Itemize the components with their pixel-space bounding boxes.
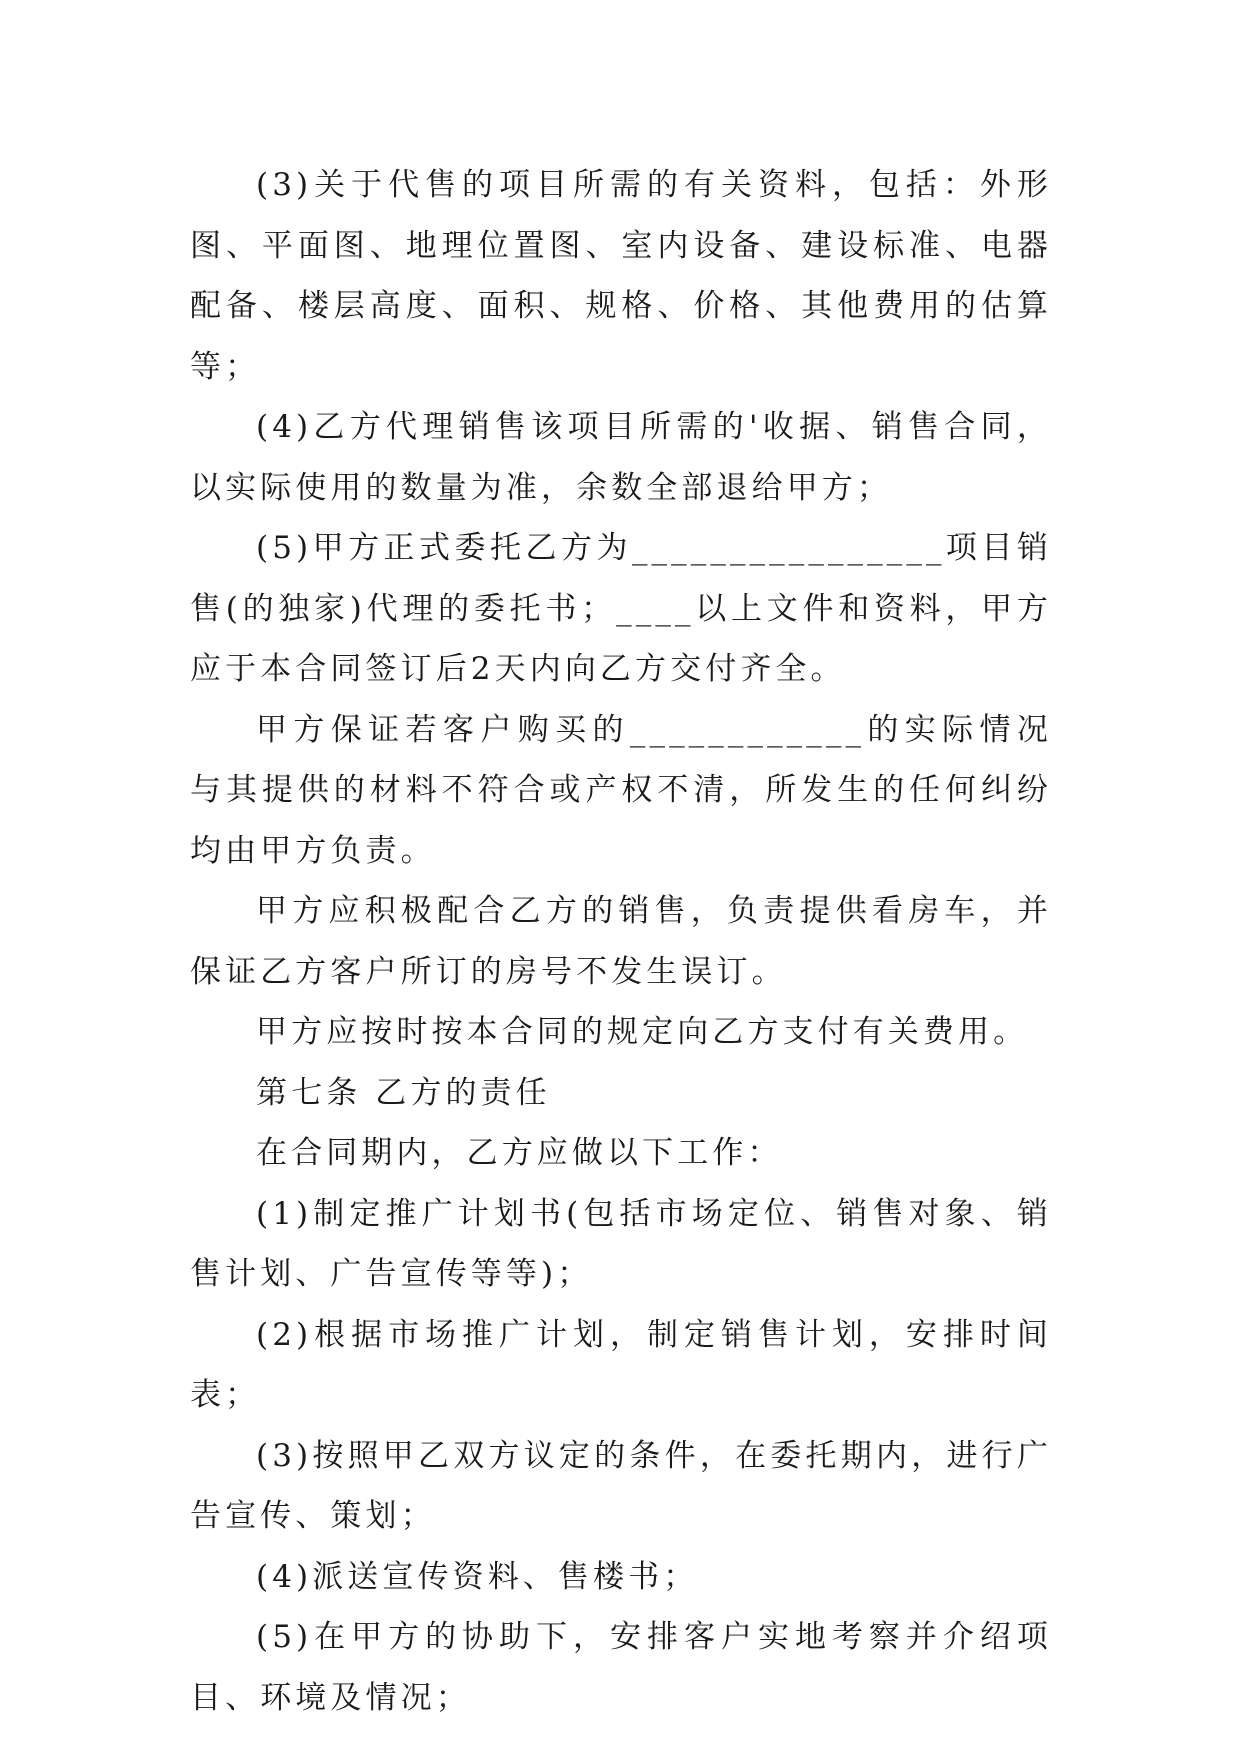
paragraph-item-5-authorization: (5)甲方正式委托乙方为________________项目销售(的独家)代理的委托书；____以上文件和资料，甲方应于本合同签订后2天内向乙方交付齐全。 bbox=[190, 530, 1052, 687]
paragraph-party-a-guarantee: 甲方保证若客户购买的____________的实际情况与其提供的材料不符合或产权不清，所发生的任何纠纷均由甲方负责。 bbox=[190, 711, 1052, 869]
paragraph-party-a-cooperation: 甲方应积极配合乙方的销售，负责提供看房车，并保证乙方客户所订的房号不发生误订。 bbox=[190, 893, 1052, 990]
paragraph-item-3-materials: (3)关于代售的项目所需的有关资料，包括：外形图、平面图、地理位置图、室内设备、建设标准、电器配备、楼层高度、面积、规格、价格、其他费用的估算等； bbox=[190, 167, 1052, 385]
paragraph-duty-4: (4)派送宣传资料、售楼书； bbox=[256, 1558, 699, 1595]
paragraph-contract-period: 在合同期内，乙方应做以下工作： bbox=[256, 1135, 783, 1171]
paragraph-duty-5: (5)在甲方的协助下，安排客户实地考察并介绍项目、环境及情况； bbox=[190, 1619, 1052, 1716]
paragraph-duty-1: (1)制定推广计划书(包括市场定位、销售对象、销售计划、广告宣传等等)； bbox=[190, 1195, 1052, 1292]
paragraph-duty-2: (2)根据市场推广计划，制定销售计划，安排时间表； bbox=[190, 1316, 1052, 1413]
paragraph-duty-3: (3)按照甲乙双方议定的条件，在委托期内，进行广告宣传、策划； bbox=[190, 1437, 1052, 1534]
article-heading: 第七条 乙方的责任 bbox=[256, 1074, 551, 1111]
paragraph-party-a-payment: 甲方应按时按本合同的规定向乙方支付有关费用。 bbox=[256, 1014, 1029, 1050]
paragraph-item-4-receipts: (4)乙方代理销售该项目所需的'收据、销售合同，以实际使用的数量为准，余数全部退给甲方； bbox=[190, 409, 1052, 506]
document-body bbox=[190, 155, 1052, 1728]
